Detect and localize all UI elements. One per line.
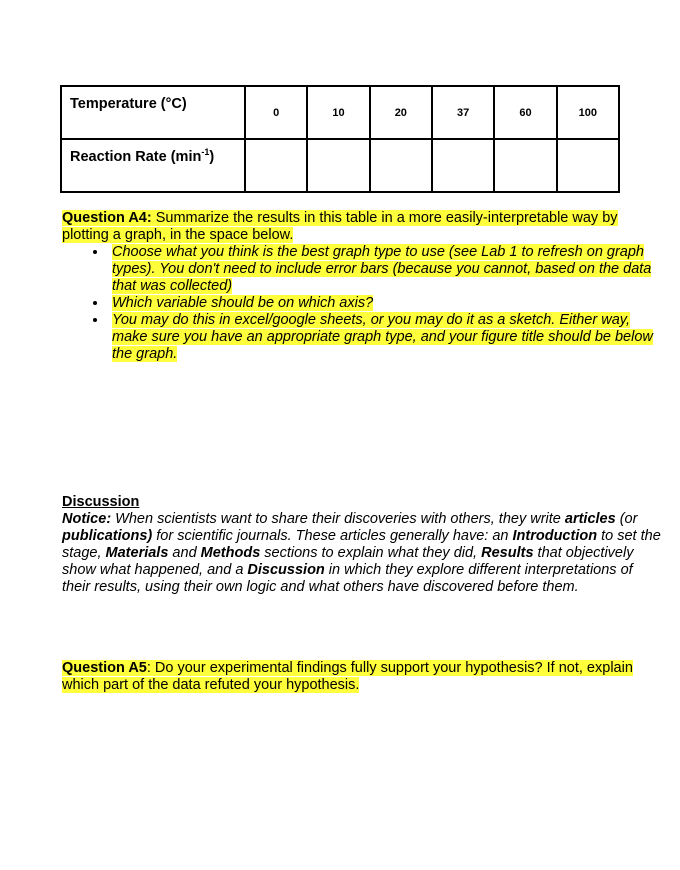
reaction-rate-label	[61, 139, 245, 192]
rate-cell[interactable]	[557, 139, 619, 192]
list-item: • Which variable should be on which axis?	[108, 295, 662, 312]
temperature-label: Temperature (°C)	[61, 86, 245, 139]
temp-cell: 20	[370, 86, 432, 139]
question-a4	[62, 210, 662, 363]
temp-cell: 10	[307, 86, 369, 139]
question-a5-label: Question A5	[62, 660, 147, 676]
temp-cell: 100	[557, 86, 619, 139]
temperature-rate-table	[60, 85, 620, 193]
list-item: • Choose what you think is the best graph type to use (see Lab 1 to refresh on graph types). You don't need to include error bars (because you cannot, based on the data that was collected)	[108, 244, 662, 295]
discussion-section	[62, 494, 662, 596]
question-a5-text: : Do your experimental findings fully support your hypothesis? If not, explain which part of the data refuted your hypothesis.	[62, 660, 633, 693]
question-a4-bullets	[62, 244, 662, 363]
reaction-rate-label-sup: -1	[201, 147, 210, 158]
question-a4-label: Question A4:	[62, 210, 152, 226]
question-a4-text: Summarize the results in this table in a more easily-interpretable way by plotting a graph, in the space below.	[62, 210, 618, 243]
rate-cell[interactable]	[370, 139, 432, 192]
reaction-rate-row	[61, 139, 619, 192]
question-a4-prompt	[62, 210, 662, 244]
list-item: • You may do this in excel/google sheets, or you may do it as a sketch. Either way, make sure you have an appropriate graph type, and your figure title should be below the graph.	[108, 312, 662, 363]
temp-cell: 60	[494, 86, 556, 139]
question-a5	[62, 660, 662, 694]
reaction-rate-label-end: )	[209, 149, 215, 165]
temperature-row	[61, 86, 619, 139]
temp-cell: 0	[245, 86, 307, 139]
rate-cell[interactable]	[245, 139, 307, 192]
discussion-title: Discussion	[62, 494, 140, 510]
temp-cell: 37	[432, 86, 494, 139]
reaction-rate-label-main: Reaction Rate (min	[70, 149, 202, 165]
discussion-notice: Notice: When scientists want to share their discoveries with others, they write articles (or publications) for scientific journals. These articles generally have: an Introduction to set the stage, Materials and Methods sections to explain what they did, Results that objectively show what happened, and a Discussion in which they explore different interpretations of their results, using their own logic and what others have discovered before them.	[62, 511, 661, 595]
rate-cell[interactable]	[432, 139, 494, 192]
rate-cell[interactable]	[494, 139, 556, 192]
rate-cell[interactable]	[307, 139, 369, 192]
